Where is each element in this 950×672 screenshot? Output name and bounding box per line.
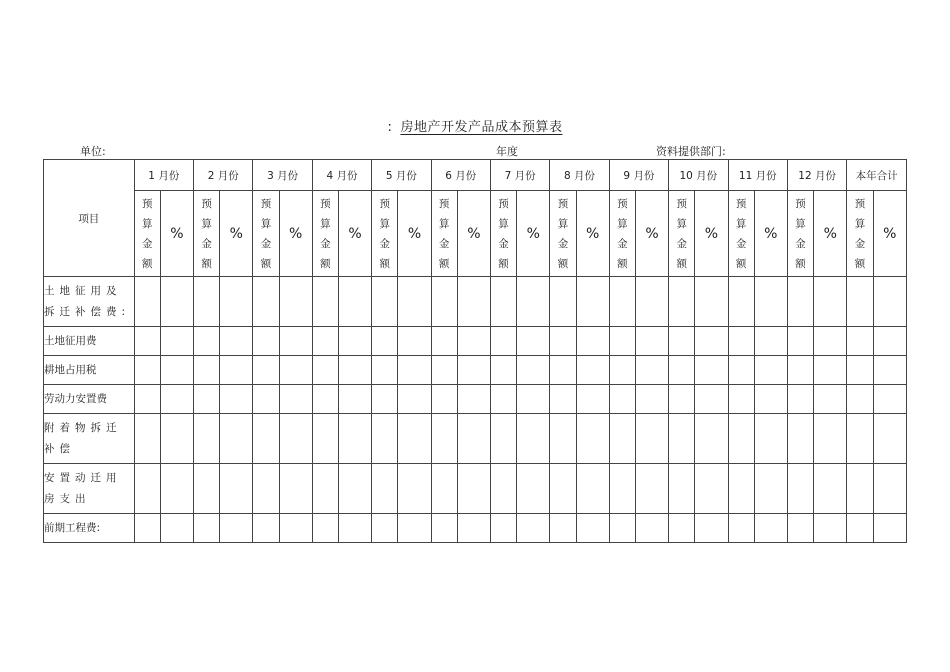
data-cell[interactable] [814,464,847,514]
month-header-row [44,160,907,191]
data-cell[interactable] [490,277,516,327]
data-cell[interactable] [398,464,431,514]
percent-header: % [873,191,906,277]
data-cell[interactable] [576,514,609,543]
data-cell[interactable] [431,514,457,543]
data-cell[interactable] [220,464,253,514]
budget-amount-char: 额 [498,257,509,270]
percent-header: % [754,191,787,277]
budget-amount-header [253,191,279,277]
data-cell[interactable] [814,277,847,327]
data-cell[interactable] [312,277,338,327]
data-cell[interactable] [695,414,728,464]
budget-amount-char: 算 [260,217,272,230]
data-cell[interactable] [754,356,787,385]
data-cell[interactable] [457,385,490,414]
data-cell[interactable] [194,464,220,514]
data-cell[interactable] [873,514,906,543]
data-cell[interactable] [550,327,576,356]
data-cell[interactable] [609,514,635,543]
budget-amount-char: 预 [854,197,866,210]
budget-amount-header [787,191,813,277]
data-cell[interactable] [338,514,371,543]
month-header: 6 月份 [431,160,490,191]
data-cell[interactable] [312,514,338,543]
data-cell[interactable] [695,514,728,543]
data-cell[interactable] [517,414,550,464]
data-cell[interactable] [576,385,609,414]
data-cell[interactable] [338,464,371,514]
table-body [44,277,907,543]
data-cell[interactable] [372,277,398,327]
data-cell[interactable] [576,356,609,385]
data-cell[interactable] [134,385,160,414]
month-header: 5 月份 [372,160,431,191]
data-cell[interactable] [279,514,312,543]
data-cell[interactable] [312,414,338,464]
budget-amount-char: 金 [735,237,747,250]
percent-header: % [517,191,550,277]
data-cell[interactable] [398,277,431,327]
budget-amount-char: 预 [498,197,509,210]
data-cell[interactable] [635,414,668,464]
budget-amount-char: 算 [617,217,628,230]
data-cell[interactable] [787,385,813,414]
data-cell[interactable] [279,277,312,327]
budget-amount-char: 金 [379,237,391,250]
data-cell[interactable] [669,385,695,414]
budget-amount-char: 算 [854,217,866,230]
data-cell[interactable] [728,514,754,543]
percent-header: % [635,191,668,277]
data-cell[interactable] [814,327,847,356]
budget-amount-header [490,191,516,277]
data-cell[interactable] [253,356,279,385]
data-cell[interactable] [457,514,490,543]
month-header: 2 月份 [194,160,253,191]
item-header: 项目 [44,160,135,277]
data-cell[interactable] [754,464,787,514]
budget-amount-char: 额 [676,257,687,270]
data-cell[interactable] [134,327,160,356]
data-cell[interactable] [372,414,398,464]
budget-amount-char: 金 [617,237,628,250]
data-cell[interactable] [695,327,728,356]
data-cell[interactable] [490,385,516,414]
data-cell[interactable] [873,385,906,414]
budget-amount-char: 额 [438,257,450,270]
row-label: 劳动力安置费 [44,385,135,414]
data-cell[interactable] [847,385,873,414]
data-cell[interactable] [490,327,516,356]
data-cell[interactable] [398,414,431,464]
row-label: 安置动迁用房支出 [44,464,135,514]
percent-header: % [279,191,312,277]
data-cell[interactable] [134,414,160,464]
budget-amount-char: 预 [141,197,153,210]
year-label: 年度 [496,145,518,158]
data-cell[interactable] [517,327,550,356]
data-cell[interactable] [550,464,576,514]
data-cell[interactable] [669,514,695,543]
percent-header: % [160,191,193,277]
budget-amount-char: 算 [201,217,212,230]
data-cell[interactable] [160,277,193,327]
data-cell[interactable] [398,327,431,356]
data-cell[interactable] [787,356,813,385]
data-cell[interactable] [490,464,516,514]
budget-amount-char: 预 [795,197,806,210]
budget-amount-char: 金 [498,237,509,250]
data-cell[interactable] [728,356,754,385]
data-cell[interactable] [728,385,754,414]
data-cell[interactable] [220,327,253,356]
budget-amount-char: 算 [795,217,806,230]
budget-amount-char: 金 [795,237,806,250]
percent-header: % [338,191,371,277]
data-cell[interactable] [695,356,728,385]
budget-amount-header [134,191,160,277]
data-cell[interactable] [609,277,635,327]
data-cell[interactable] [220,514,253,543]
data-cell[interactable] [457,327,490,356]
data-cell[interactable] [490,414,516,464]
data-cell[interactable] [160,356,193,385]
data-cell[interactable] [754,414,787,464]
budget-amount-char: 预 [617,197,628,210]
budget-amount-header [372,191,398,277]
data-cell[interactable] [550,277,576,327]
budget-amount-char: 额 [795,257,806,270]
data-cell[interactable] [279,414,312,464]
budget-table [43,159,907,543]
data-cell[interactable] [814,356,847,385]
budget-amount-char: 额 [854,257,866,270]
budget-amount-char: 金 [320,237,331,250]
data-cell[interactable] [160,414,193,464]
budget-amount-header [431,191,457,277]
data-cell[interactable] [576,277,609,327]
budget-amount-header [669,191,695,277]
budget-amount-char: 预 [201,197,212,210]
data-cell[interactable] [134,514,160,543]
data-cell[interactable] [194,514,220,543]
data-cell[interactable] [635,514,668,543]
table-row [44,277,907,327]
data-cell[interactable] [787,414,813,464]
data-cell[interactable] [873,277,906,327]
data-cell[interactable] [398,514,431,543]
data-cell[interactable] [550,356,576,385]
month-header: 12 月份 [787,160,846,191]
data-cell[interactable] [490,514,516,543]
budget-amount-char: 额 [320,257,331,270]
data-cell[interactable] [635,385,668,414]
month-header: 4 月份 [312,160,371,191]
data-cell[interactable] [457,277,490,327]
row-label: 土地征用及拆迁补偿费: [44,277,135,327]
data-cell[interactable] [635,277,668,327]
month-header: 3 月份 [253,160,312,191]
table-row [44,464,907,514]
data-cell[interactable] [194,385,220,414]
budget-amount-char: 额 [379,257,391,270]
budget-amount-char: 金 [676,237,687,250]
month-header: 7 月份 [490,160,549,191]
data-cell[interactable] [517,385,550,414]
data-cell[interactable] [576,327,609,356]
data-cell[interactable] [279,385,312,414]
row-label: 附着物拆迁补偿 [44,414,135,464]
month-header: 9 月份 [609,160,668,191]
data-cell[interactable] [873,414,906,464]
budget-amount-char: 算 [676,217,687,230]
month-header: 本年合计 [847,160,907,191]
budget-amount-char: 金 [557,237,569,250]
month-header: 10 月份 [669,160,728,191]
title-text: 房地产开发产品成本预算表 [400,120,563,135]
data-cell[interactable] [253,514,279,543]
table-row [44,385,907,414]
data-cell[interactable] [669,464,695,514]
budget-amount-char: 算 [557,217,569,230]
data-cell[interactable] [457,356,490,385]
data-cell[interactable] [669,327,695,356]
data-cell[interactable] [398,385,431,414]
data-cell[interactable] [431,385,457,414]
data-cell[interactable] [635,464,668,514]
budget-amount-char: 额 [557,257,569,270]
budget-amount-char: 额 [260,257,272,270]
data-cell[interactable] [635,327,668,356]
data-cell[interactable] [669,356,695,385]
data-cell[interactable] [398,356,431,385]
data-cell[interactable] [431,277,457,327]
data-cell[interactable] [635,356,668,385]
row-label: 前期工程费: [44,514,135,543]
data-cell[interactable] [576,414,609,464]
budget-amount-char: 额 [201,257,212,270]
subheader-row [44,191,907,277]
data-cell[interactable] [550,514,576,543]
data-cell[interactable] [728,327,754,356]
data-cell[interactable] [873,464,906,514]
budget-amount-char: 额 [735,257,747,270]
data-cell[interactable] [312,385,338,414]
data-cell[interactable] [517,277,550,327]
data-cell[interactable] [847,356,873,385]
table-row [44,356,907,385]
data-cell[interactable] [847,327,873,356]
month-header: 8 月份 [550,160,609,191]
data-cell[interactable] [609,385,635,414]
data-cell[interactable] [814,514,847,543]
data-cell[interactable] [220,356,253,385]
data-cell[interactable] [814,385,847,414]
data-cell[interactable] [847,277,873,327]
budget-amount-char: 金 [438,237,450,250]
data-cell[interactable] [160,385,193,414]
data-cell[interactable] [517,464,550,514]
unit-label: 单位: [80,145,106,158]
data-cell[interactable] [873,327,906,356]
data-cell[interactable] [372,327,398,356]
month-header: 1 月份 [134,160,193,191]
budget-amount-char: 金 [141,237,153,250]
budget-amount-char: 预 [320,197,331,210]
data-cell[interactable] [847,464,873,514]
data-cell[interactable] [754,277,787,327]
data-cell[interactable] [253,277,279,327]
budget-amount-char: 算 [320,217,331,230]
data-cell[interactable] [669,414,695,464]
data-cell[interactable] [695,464,728,514]
data-cell[interactable] [787,464,813,514]
data-cell[interactable] [220,414,253,464]
data-cell[interactable] [312,327,338,356]
document-title [0,116,950,135]
data-cell[interactable] [847,514,873,543]
data-cell[interactable] [669,277,695,327]
budget-amount-char: 预 [676,197,687,210]
data-cell[interactable] [550,385,576,414]
title-colon: : [387,120,393,135]
data-cell[interactable] [787,514,813,543]
data-cell[interactable] [279,356,312,385]
budget-amount-header [312,191,338,277]
data-cell[interactable] [517,514,550,543]
data-cell[interactable] [728,414,754,464]
data-cell[interactable] [457,464,490,514]
data-cell[interactable] [814,414,847,464]
data-cell[interactable] [279,327,312,356]
budget-amount-char: 算 [498,217,509,230]
row-label: 土地征用费 [44,327,135,356]
data-cell[interactable] [134,356,160,385]
budget-amount-char: 预 [260,197,272,210]
budget-amount-char: 预 [379,197,391,210]
data-cell[interactable] [338,385,371,414]
data-cell[interactable] [431,327,457,356]
data-cell[interactable] [787,277,813,327]
data-cell[interactable] [220,385,253,414]
row-label: 耕地占用税 [44,356,135,385]
data-cell[interactable] [338,277,371,327]
data-cell[interactable] [160,514,193,543]
data-cell[interactable] [431,464,457,514]
data-cell[interactable] [609,414,635,464]
budget-amount-char: 算 [379,217,391,230]
budget-amount-char: 金 [201,237,212,250]
data-cell[interactable] [338,327,371,356]
data-cell[interactable] [253,464,279,514]
data-cell[interactable] [312,464,338,514]
budget-amount-char: 预 [438,197,450,210]
data-cell[interactable] [609,327,635,356]
data-cell[interactable] [431,414,457,464]
data-cell[interactable] [194,327,220,356]
budget-amount-header [847,191,873,277]
percent-header: % [695,191,728,277]
budget-amount-char: 算 [735,217,747,230]
budget-amount-char: 额 [617,257,628,270]
data-cell[interactable] [609,464,635,514]
budget-amount-char: 金 [854,237,866,250]
data-cell[interactable] [754,514,787,543]
data-cell[interactable] [787,327,813,356]
data-cell[interactable] [253,385,279,414]
budget-amount-char: 预 [557,197,569,210]
budget-amount-char: 算 [141,217,153,230]
data-cell[interactable] [372,464,398,514]
data-cell[interactable] [194,414,220,464]
month-header: 11 月份 [728,160,787,191]
data-cell[interactable] [160,327,193,356]
table-row [44,514,907,543]
data-cell[interactable] [279,464,312,514]
budget-amount-char: 预 [735,197,747,210]
data-cell[interactable] [312,356,338,385]
data-cell[interactable] [134,464,160,514]
data-cell[interactable] [873,356,906,385]
data-cell[interactable] [517,356,550,385]
budget-amount-char: 额 [141,257,153,270]
data-cell[interactable] [457,414,490,464]
budget-amount-header [609,191,635,277]
percent-header: % [576,191,609,277]
data-cell[interactable] [754,385,787,414]
data-cell[interactable] [728,277,754,327]
percent-header: % [457,191,490,277]
data-cell[interactable] [431,356,457,385]
data-cell[interactable] [338,356,371,385]
data-cell[interactable] [490,356,516,385]
data-cell[interactable] [338,414,371,464]
data-cell[interactable] [695,277,728,327]
data-cell[interactable] [754,327,787,356]
budget-amount-char: 金 [260,237,272,250]
data-cell[interactable] [253,414,279,464]
data-cell[interactable] [253,327,279,356]
data-cell[interactable] [134,277,160,327]
data-cell[interactable] [550,414,576,464]
budget-amount-header [194,191,220,277]
data-cell[interactable] [160,464,193,514]
data-cell[interactable] [220,277,253,327]
budget-amount-header [728,191,754,277]
table-row [44,414,907,464]
department-label: 资料提供部门: [656,145,726,158]
data-cell[interactable] [372,356,398,385]
data-cell[interactable] [728,464,754,514]
percent-header: % [220,191,253,277]
data-cell[interactable] [576,464,609,514]
data-cell[interactable] [695,385,728,414]
budget-amount-header [550,191,576,277]
table-row [44,327,907,356]
data-cell[interactable] [609,356,635,385]
data-cell[interactable] [372,514,398,543]
data-cell[interactable] [847,414,873,464]
budget-amount-char: 算 [438,217,450,230]
data-cell[interactable] [194,356,220,385]
percent-header: % [814,191,847,277]
data-cell[interactable] [194,277,220,327]
percent-header: % [398,191,431,277]
data-cell[interactable] [372,385,398,414]
